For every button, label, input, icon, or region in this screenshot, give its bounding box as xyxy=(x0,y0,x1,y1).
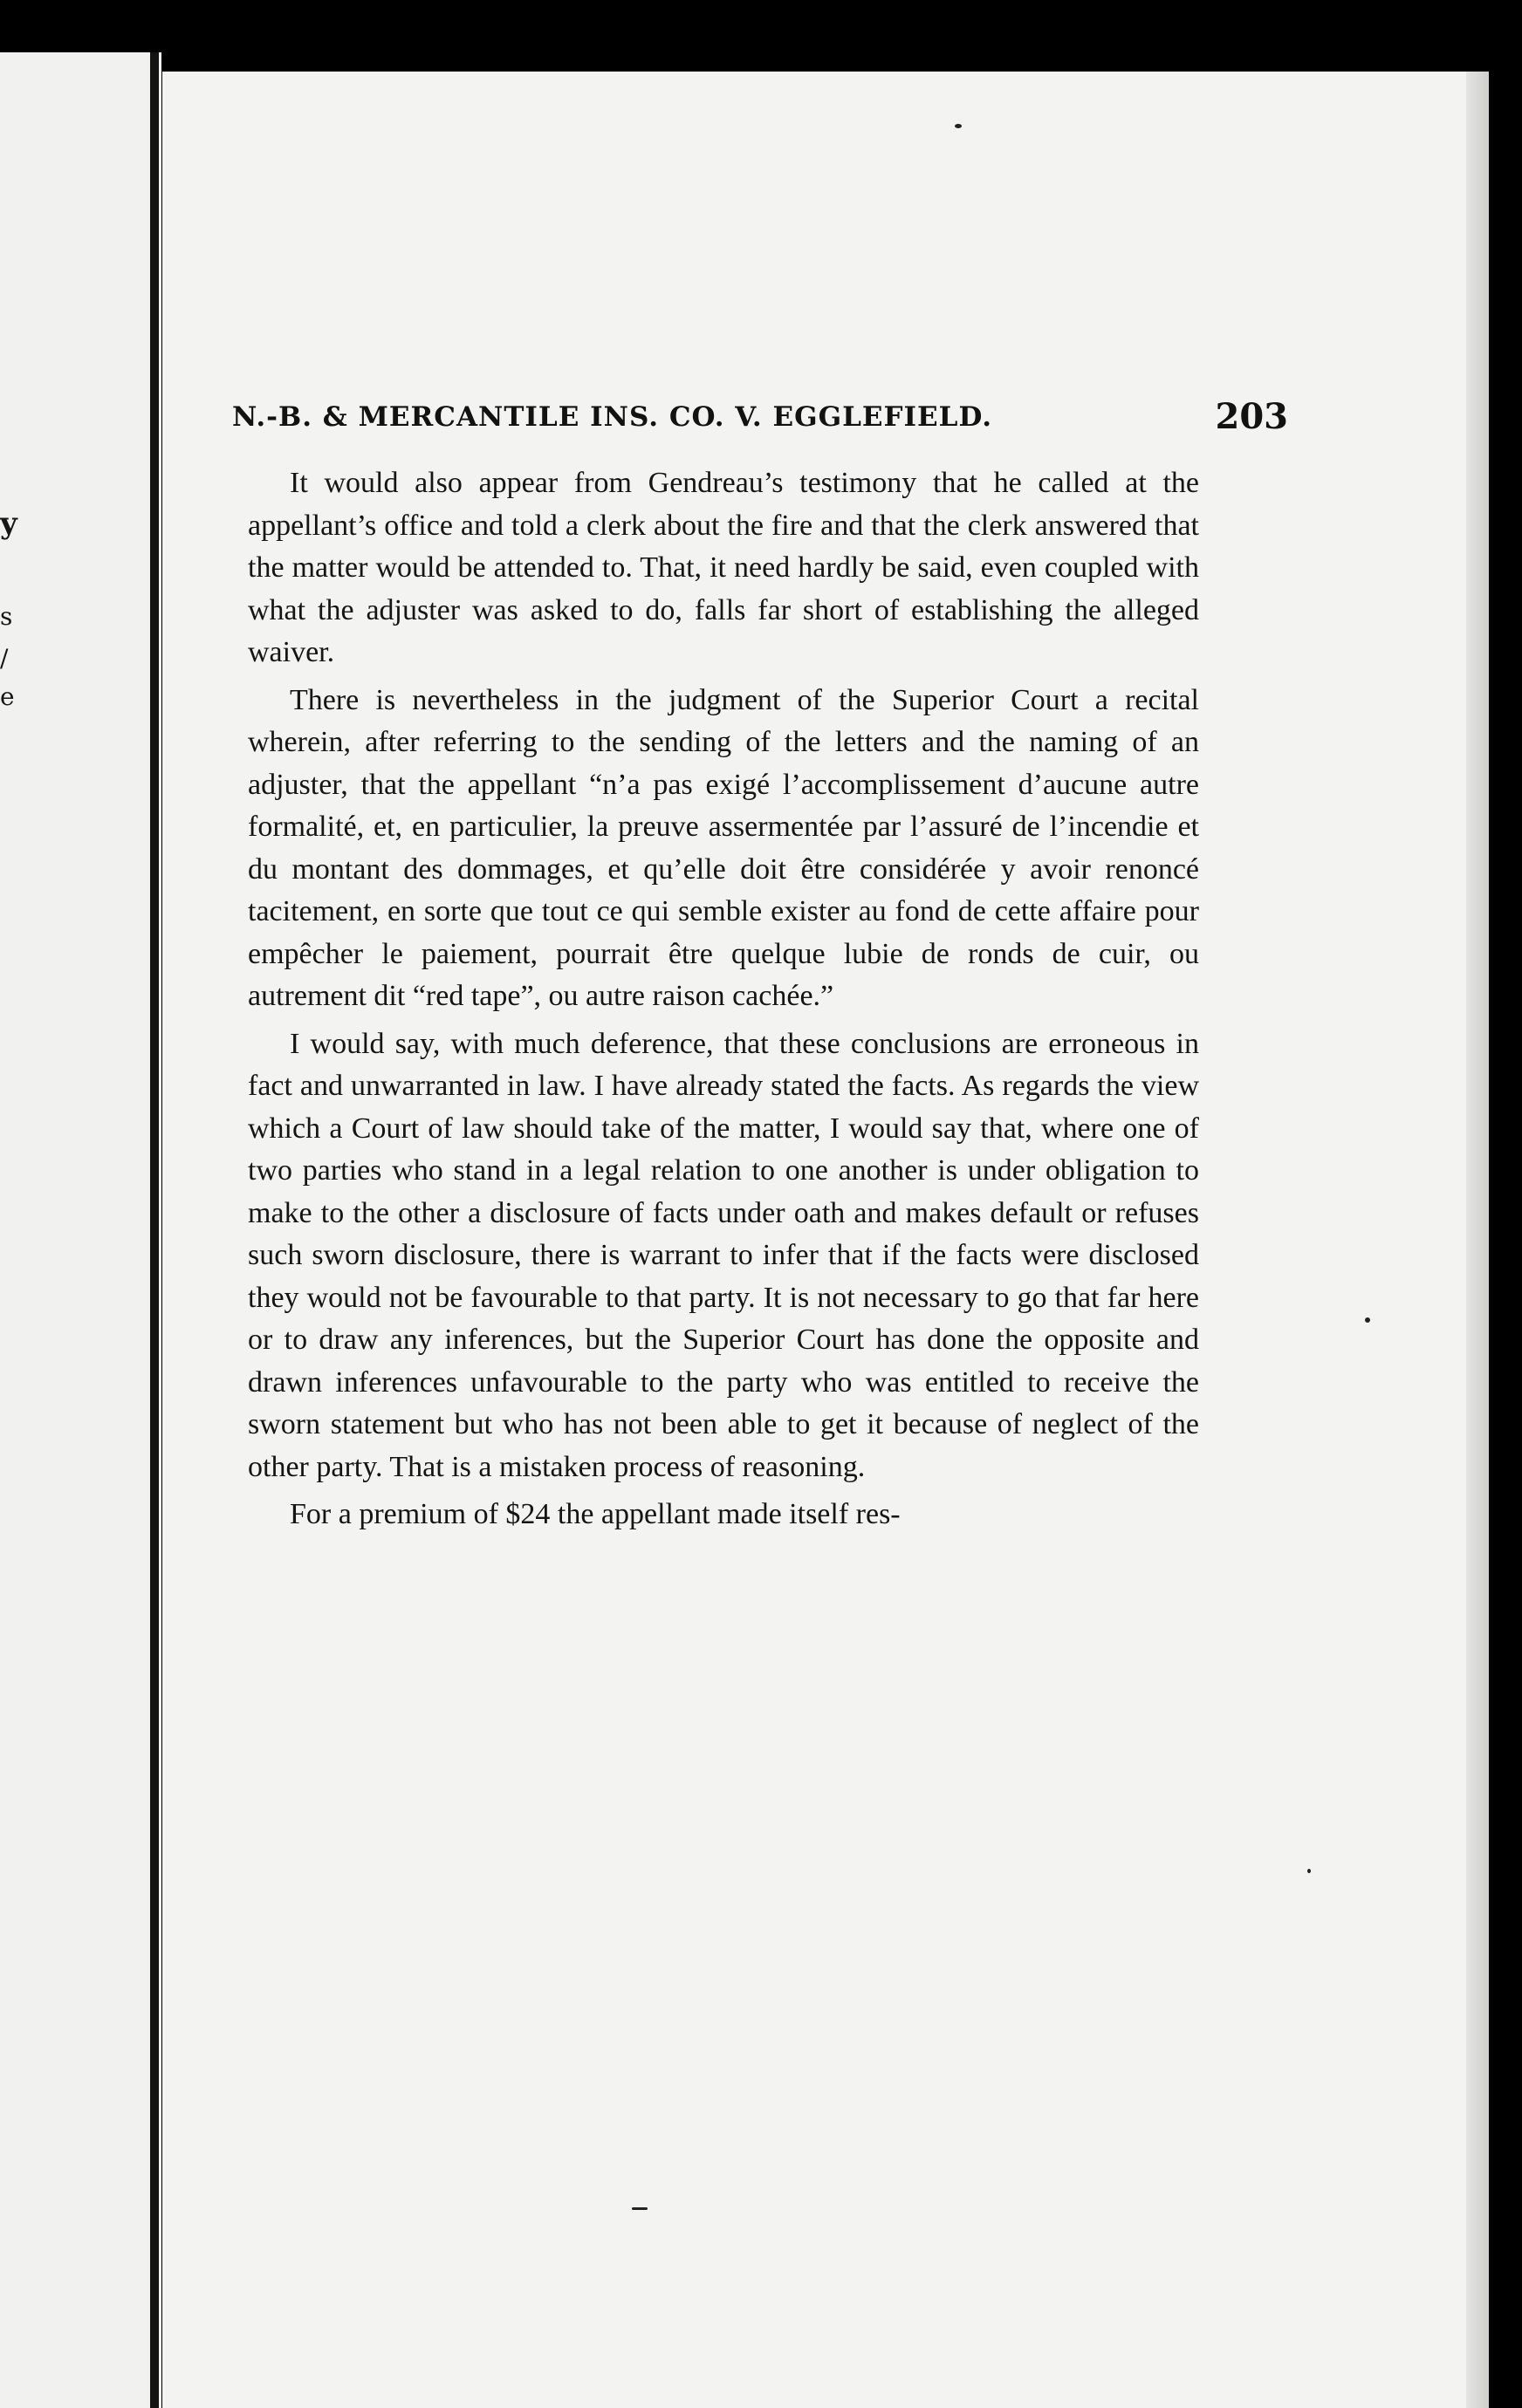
binding-gutter xyxy=(150,52,159,2408)
paragraph: I would say, with much deference, that these conclusions are erroneous in fact and unwarranted in law. I have already stated the facts. As regards the view which a Court of law should take of the matter, I would say that, where one of two parties who stand in a legal relation to one another is under obligation to make to the other a disclosure of facts under oath and makes default or refuses such sworn disclosure, there is warrant to infer that if the facts were disclosed they would not be favourable to that party. It is not necessary to go that far here or to draw any inferences, but the Superior Court has done the opposite and drawn inferences unfavourable to the party who was entitled to receive the sworn statement but who has not been able to get it because of neglect of the other party. That is a mistaken process of reasoning. xyxy=(248,1027,1199,1483)
scan-speck xyxy=(1365,1317,1370,1323)
paragraph: There is nevertheless in the judgment of the Superior Court a recital wherein, after referring to the sending of the letters and the naming of an adjuster, that the appellant “n’a pas exigé l’accomplissement d’aucune autre formalité, et, en particulier, la preuve assermentée par l’assuré de l’incendie et du montant des dommages, et qu’elle doit être considérée y avoir renoncé tacitement, en sorte que tout ce qui semble exister au fond de cette affaire pour empêcher le paiement, pourrait être quelque lubie de ronds de cuir, ou autrement dit “red tape”, ou autre raison cachée.” xyxy=(248,683,1199,1012)
scan-speck xyxy=(1307,1869,1311,1873)
scan-speck xyxy=(632,2207,648,2210)
paragraph: It would also appear from Gendreau’s testimony that he called at the appellant’s office and told a clerk about the fire and that the clerk answered that the matter would be attended to. That, it need hardly be said, even coupled with what the adjuster was asked to do, falls far short of establishing the alleged waiver. xyxy=(248,467,1199,668)
margin-fragment: e xyxy=(0,682,15,711)
running-head xyxy=(232,396,1288,437)
margin-fragment: s xyxy=(0,602,13,631)
margin-fragment: y xyxy=(0,506,17,541)
page-number: 203 xyxy=(1215,396,1288,437)
book-page xyxy=(162,72,1489,2408)
margin-fragment: / xyxy=(0,644,9,673)
previous-page-strip xyxy=(0,52,161,2408)
page-edge-shadow xyxy=(1466,72,1489,2408)
paragraph: For a premium of $24 the appellant made itself res- xyxy=(290,1498,901,1530)
running-head-title: N.-B. & MERCANTILE INS. CO. V. EGGLEFIELD. xyxy=(232,401,993,433)
body-text xyxy=(248,462,1199,1542)
scan-speck xyxy=(955,124,962,128)
